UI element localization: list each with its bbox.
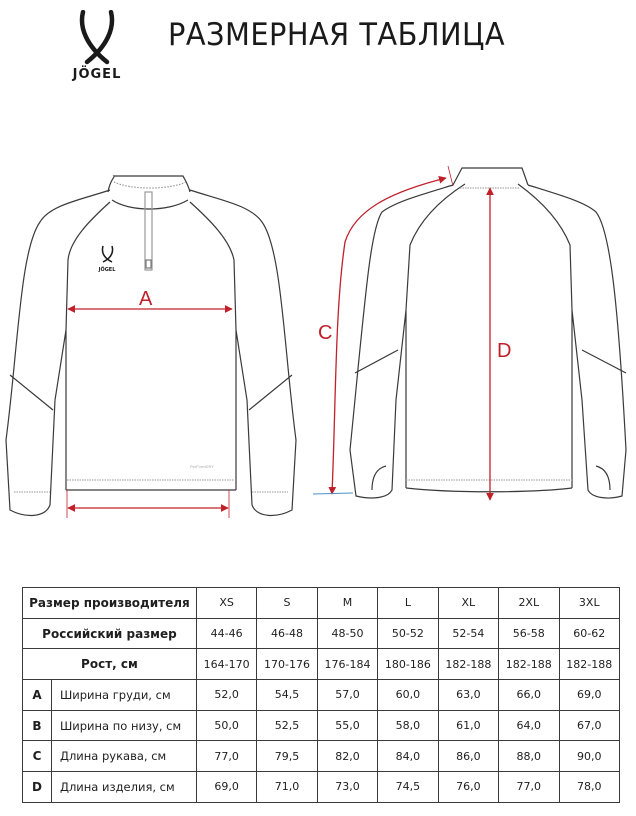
front-view [6,176,296,515]
table-row [23,649,620,680]
size-cell: 2XL [499,588,559,619]
value-cell: 73,0 [317,772,377,803]
value-cell: 52,0 [196,680,256,711]
table-row [23,710,620,741]
row-label-height: Рост, см [23,649,197,680]
value-cell: 60,0 [378,680,438,711]
size-cell: 3XL [559,588,620,619]
table-row [23,772,620,803]
table-row [23,680,620,711]
measure-letter: B [23,710,52,741]
size-cell: 60-62 [559,618,620,649]
measure-letter: D [23,772,52,803]
value-cell: 71,0 [257,772,317,803]
table-row [23,588,620,619]
measure-letter: A [23,680,52,711]
value-cell: 57,0 [317,680,377,711]
value-cell: 74,5 [378,772,438,803]
value-cell: 76,0 [438,772,498,803]
size-cell: 56-58 [499,618,559,649]
value-cell: 79,5 [257,741,317,772]
value-cell: 63,0 [438,680,498,711]
value-cell: 84,0 [378,741,438,772]
measure-label-d: D [497,340,512,362]
row-label-manufacturer-size: Размер производителя [23,588,197,619]
value-cell: 78,0 [559,772,620,803]
size-cell: 52-54 [438,618,498,649]
value-cell: 61,0 [438,710,498,741]
size-cell: L [378,588,438,619]
value-cell: 66,0 [499,680,559,711]
value-cell: 90,0 [559,741,620,772]
size-cell: M [317,588,377,619]
value-cell: 88,0 [499,741,559,772]
size-cell: S [257,588,317,619]
size-cell: 44-46 [196,618,256,649]
value-cell: 67,0 [559,710,620,741]
fabric-label: PerFormDRY [190,464,214,469]
measure-label-c: C [318,322,333,344]
size-cell: 170-176 [257,649,317,680]
header [0,0,636,95]
size-cell: XL [438,588,498,619]
row-label-russian-size: Российский размер [23,618,197,649]
size-table [22,587,620,803]
jogel-emblem-icon [77,10,117,66]
value-cell: 54,5 [257,680,317,711]
value-cell: 86,0 [438,741,498,772]
value-cell: 69,0 [559,680,620,711]
measure-label: Ширина груди, см [51,680,196,711]
page-title: РАЗМЕРНАЯ ТАБЛИЦА [168,17,506,53]
size-cell: 46-48 [257,618,317,649]
size-cell: 164-170 [196,649,256,680]
value-cell: 77,0 [499,772,559,803]
table-row [23,741,620,772]
measure-label: Ширина по низу, см [51,710,196,741]
value-cell: 55,0 [317,710,377,741]
back-view [350,168,626,498]
measure-label: Длина рукава, см [51,741,196,772]
value-cell: 58,0 [378,710,438,741]
size-cell: 50-52 [378,618,438,649]
value-cell: 50,0 [196,710,256,741]
size-cell: 182-188 [438,649,498,680]
measure-letter: C [23,741,52,772]
value-cell: 64,0 [499,710,559,741]
chest-logo-text: JÖGEL [98,267,116,273]
brand-name: JÖGEL [72,67,122,82]
measure-label: Длина изделия, см [51,772,196,803]
measure-label-a: A [139,288,153,310]
value-cell: 52,5 [257,710,317,741]
size-cell: 48-50 [317,618,377,649]
size-cell: 176-184 [317,649,377,680]
value-cell: 69,0 [196,772,256,803]
value-cell: 82,0 [317,741,377,772]
size-cell: 182-188 [559,649,620,680]
size-cell: 182-188 [499,649,559,680]
size-cell: XS [196,588,256,619]
value-cell: 77,0 [196,741,256,772]
garment-diagrams [0,150,636,530]
size-cell: 180-186 [378,649,438,680]
table-row [23,618,620,649]
brand-logo [67,8,127,88]
